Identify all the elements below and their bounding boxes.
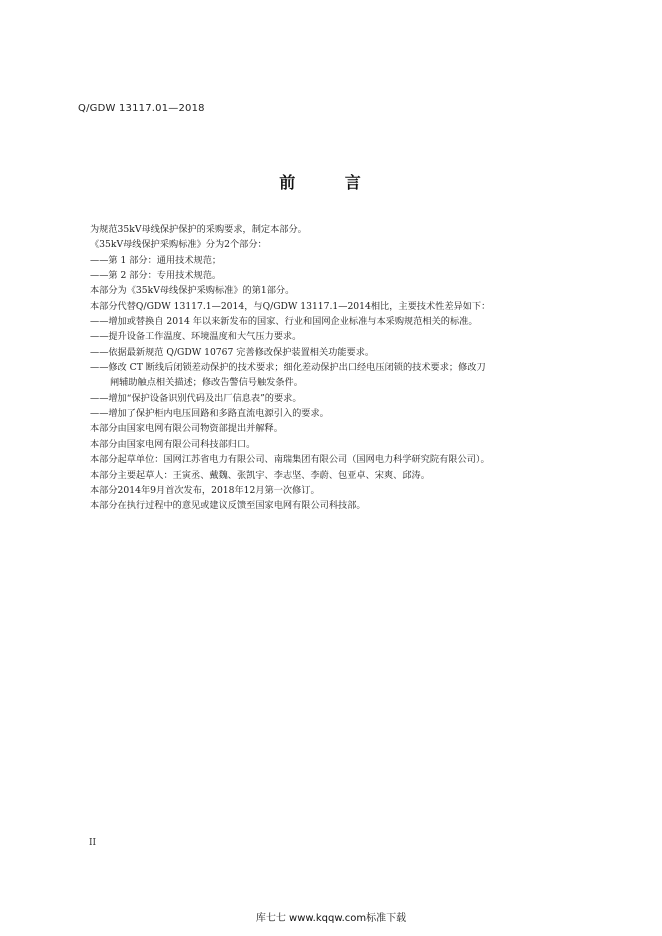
paragraph: 为规范35kV母线保护保护的采购要求，制定本部分。 (90, 224, 307, 235)
paragraph: ——依据最新规范 Q/GDW 10767 完善修改保护装置相关功能要求。 (90, 346, 375, 358)
paragraph: ——修改 CT 断线后闭锁差动保护的技术要求；细化差动保护出口经电压闭锁的技术要求；修改刀 (90, 362, 486, 374)
paragraph: 本部分主要起草人：王寅丞、戴魏、张凯宇、李志坚、李蔚、包亚卓、宋爽、邱涛。 (90, 469, 430, 481)
paragraph: ——第 2 部分：专用技术规范。 (90, 270, 222, 282)
paragraph: 《35kV母线保护采购标准》分为2个部分： (90, 239, 267, 251)
page-title: 前 言 (279, 173, 383, 192)
paragraph: 本部分由国家电网有限公司物资部提出并解释。 (90, 423, 283, 435)
paragraph: 本部分为《35kV母线保护采购标准》的第1部分。 (90, 285, 295, 297)
paragraph: ——第 1 部分：通用技术规范； (90, 254, 222, 266)
paragraph: ——增加了保护柜内电压回路和多路直流电源引入的要求。 (90, 408, 329, 420)
paragraph: 本部分代替Q/GDW 13117.1—2014，与Q/GDW 13117.1—2014相比，主要技术性差异如下： (90, 300, 491, 312)
paragraph: ——增加“保护设备识别代码及出厂信息表”的要求。 (90, 392, 302, 404)
paragraph: 本部分在执行过程中的意见或建议反馈至国家电网有限公司科技部。 (90, 500, 366, 512)
paragraph: 本部分起草单位：国网江苏省电力有限公司、南瑞集团有限公司（国网电力科学研究院有限公司）。 (90, 454, 490, 466)
paragraph-continuation: 闸辅助触点相关描述；修改告警信号触发条件。 (110, 377, 303, 389)
foreword-body (90, 222, 590, 514)
paragraph: 本部分由国家电网有限公司科技部归口。 (90, 438, 256, 450)
page-number: II (89, 838, 97, 848)
paragraph: ——提升设备工作温度、环境温度和大气压力要求。 (90, 331, 302, 343)
footer-watermark: 库七七 www.kqqw.com标准下载 (255, 913, 407, 924)
paragraph: ——增加或替换自 2014 年以来新发布的国家、行业和国网企业标准与本采购规范相关的标准。 (90, 316, 478, 328)
paragraph: 本部分2014年9月首次发布，2018年12月第一次修订。 (90, 484, 320, 496)
document-code: Q/GDW 13117.01—2018 (78, 103, 205, 114)
